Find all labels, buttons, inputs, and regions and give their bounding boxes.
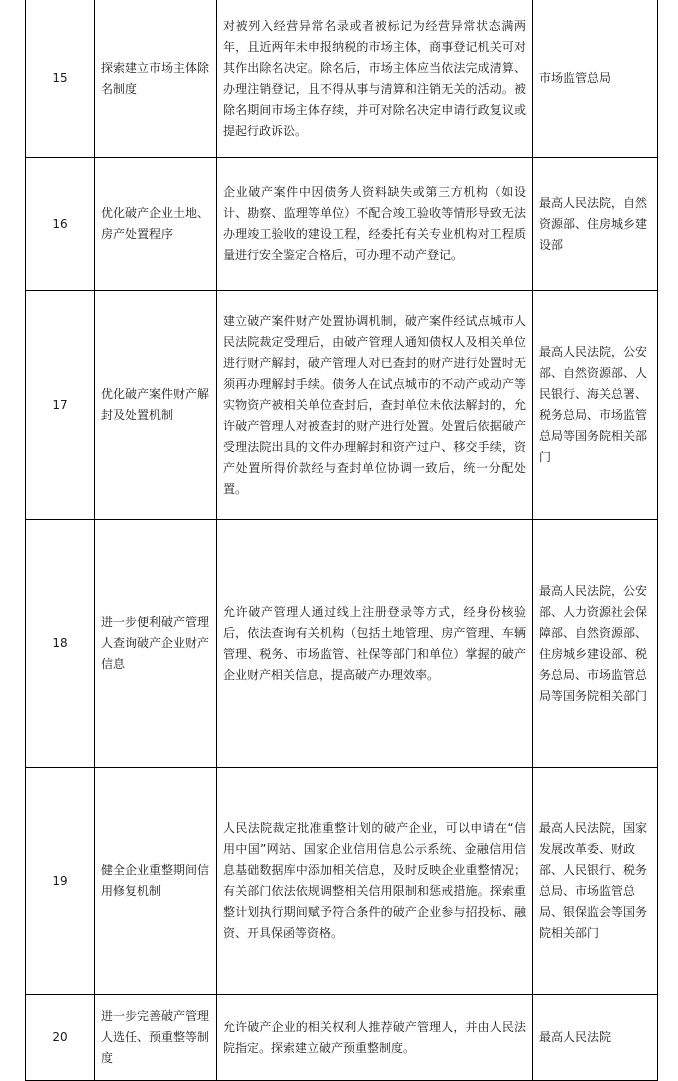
measure-description: 允许破产管理人通过线上注册登录等方式，经身份核验后，依法查询有关机构（包括土地管理、房产管理、车辆管理、税务、市场监管、社保等部门和单位）掌握的破产企业财产相关信息，提高破产办理效率。 xyxy=(223,604,526,682)
measure-name: 进一步完善破产管理人选任、预重整等制度 xyxy=(101,1009,210,1065)
row-number: 20 xyxy=(26,995,95,1081)
row-number: 17 xyxy=(26,291,95,520)
measure-description-cell xyxy=(217,768,533,995)
row-number: 18 xyxy=(26,520,95,768)
measure-description: 允许破产企业的相关权利人推荐破产管理人，并由人民法院指定。探索建立破产预重整制度。 xyxy=(223,1019,526,1055)
row-number: 19 xyxy=(26,768,95,995)
responsible-department: 市场监管总局 xyxy=(539,71,612,85)
department-cell xyxy=(533,520,658,768)
responsible-department: 最高人民法院，国家发展改革委、财政部、人民银行、税务总局、市场监管总局、银保监会等国务院相关部门 xyxy=(539,821,648,940)
measure-name: 优化破产案件财产解封及处置机制 xyxy=(101,387,210,422)
policy-table xyxy=(25,0,658,1081)
measure-name-cell xyxy=(95,291,217,520)
measure-description: 建立破产案件财产处置协调机制，破产案件经试点城市人民法院裁定受理后，由破产管理人通知债权人及相关单位进行财产解封，破产管理人对已查封的财产进行处置时无须再办理解封手续。债务人在试点城市的不动产或动产等实物资产被相关单位查封后，查封单位未依法解封的，允许破产管理人对被查封的财产进行处置。处置后依据破产受理法院出具的文件办理解封和资产过户、移交手续，资产处置所得价款经与查封单位协调一致后，统一分配处置。 xyxy=(223,313,526,496)
department-cell xyxy=(533,0,658,158)
measure-description: 企业破产案件中因债务人资料缺失或第三方机构（如设计、勘察、监理等单位）不配合竣工验收等情形导致无法办理竣工验收的建设工程，经委托有关专业机构对工程质量进行安全鉴定合格后，可办理不动产登记。 xyxy=(223,185,526,262)
responsible-department: 最高人民法院 xyxy=(539,1030,612,1044)
responsible-department: 最高人民法院，公安部、自然资源部、人民银行、海关总署、税务总局、市场监管总局等国务院相关部门 xyxy=(539,345,648,464)
measure-name-cell xyxy=(95,158,217,291)
table-row xyxy=(26,0,658,158)
department-cell xyxy=(533,158,658,291)
table-row xyxy=(26,520,658,768)
table-row xyxy=(26,995,658,1081)
measure-name-cell xyxy=(95,520,217,768)
department-cell xyxy=(533,768,658,995)
measure-name: 优化破产企业土地、房产处置程序 xyxy=(101,206,210,241)
measure-description: 人民法院裁定批准重整计划的破产企业，可以申请在“信用中国”网站、国家企业信用信息公示系统、金融信用信息基础数据库中添加相关信息，及时反映企业重整情况；有关部门依法依规调整相关信用限制和惩戒措施。探索重整计划执行期间赋予符合条件的破产企业参与招投标、融资、开具保函等资格。 xyxy=(223,821,526,940)
measure-name: 进一步便利破产管理人查询破产企业财产信息 xyxy=(101,615,210,671)
measure-description-cell xyxy=(217,0,533,158)
row-number: 15 xyxy=(26,0,95,158)
measure-name: 探索建立市场主体除名制度 xyxy=(101,60,210,96)
department-cell xyxy=(533,995,658,1081)
measure-description: 对被列入经营异常名录或者被标记为经营异常状态满两年，且近两年未申报纳税的市场主体，商事登记机关可对其作出除名决定。除名后，市场主体应当依法完成清算、办理注销登记，且不得从事与清算和注销无关的活动。被除名期间市场主体存续，并可对除名决定申请行政复议或提起行政诉讼。 xyxy=(223,18,526,138)
measure-name-cell xyxy=(95,768,217,995)
table-row xyxy=(26,768,658,995)
department-cell xyxy=(533,291,658,520)
table-row xyxy=(26,158,658,291)
responsible-department: 最高人民法院，自然资源部、住房城乡建设部 xyxy=(539,195,648,252)
measure-description-cell xyxy=(217,995,533,1081)
measure-description-cell xyxy=(217,520,533,768)
measure-name: 健全企业重整期间信用修复机制 xyxy=(101,863,210,898)
table-row xyxy=(26,291,658,520)
responsible-department: 最高人民法院，公安部、人力资源社会保障部、自然资源部、住房城乡建设部、税务总局、市场监管总局等国务院相关部门 xyxy=(539,583,648,703)
measure-description-cell xyxy=(217,158,533,291)
row-number: 16 xyxy=(26,158,95,291)
measure-name-cell xyxy=(95,0,217,158)
measure-description-cell xyxy=(217,291,533,520)
measure-name-cell xyxy=(95,995,217,1081)
